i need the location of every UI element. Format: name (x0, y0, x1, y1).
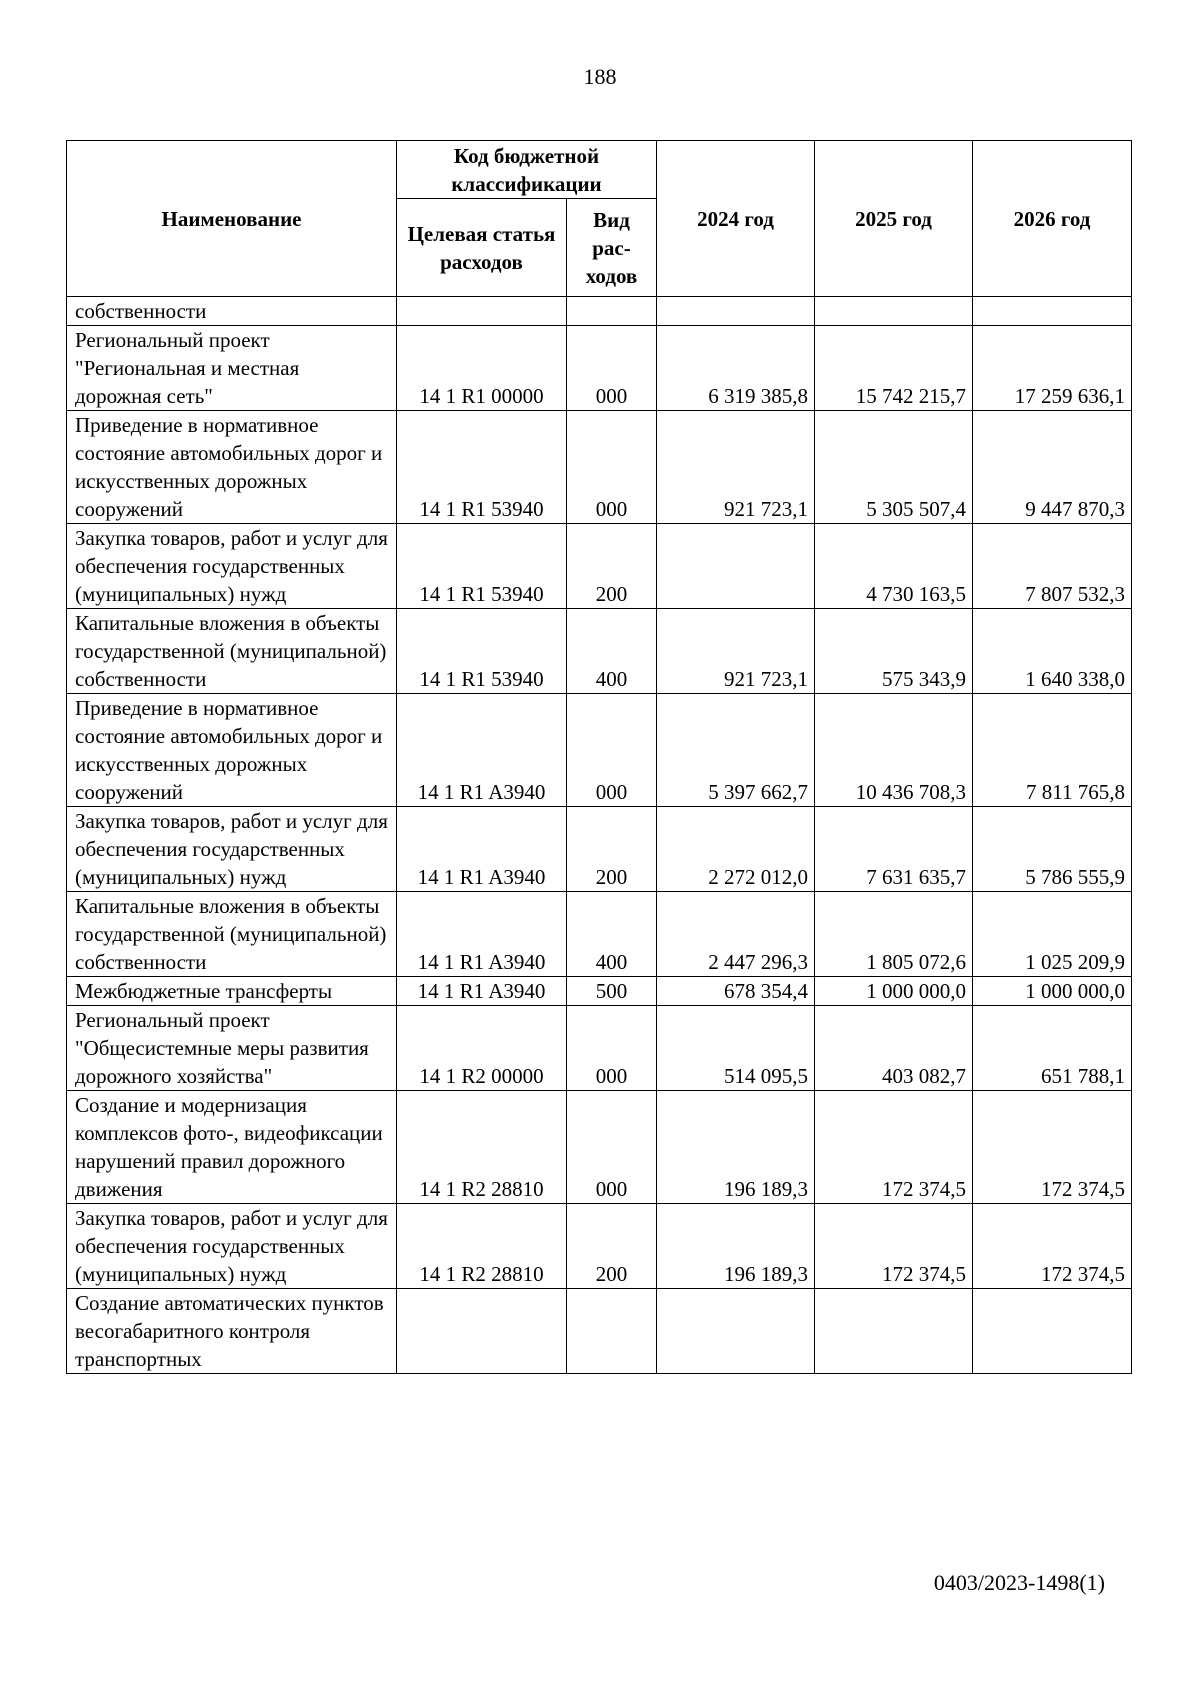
table-row (67, 807, 1132, 892)
row-expense-type: 500 (567, 977, 657, 1006)
row-target-article (397, 297, 567, 326)
table-row (67, 977, 1132, 1006)
row-2024: 2 447 296,3 (657, 892, 815, 977)
row-expense-type: 200 (567, 1204, 657, 1289)
row-expense-type: 000 (567, 326, 657, 411)
row-expense-type: 000 (567, 1091, 657, 1204)
table-row (67, 297, 1132, 326)
row-expense-type: 400 (567, 609, 657, 694)
row-target-article: 14 1 R1 00000 (397, 326, 567, 411)
row-2026: 1 640 338,0 (973, 609, 1132, 694)
header-expense-type: Вид рас-ходов (567, 199, 657, 297)
row-target-article: 14 1 R1 53940 (397, 524, 567, 609)
row-target-article: 14 1 R2 28810 (397, 1204, 567, 1289)
row-2024: 514 095,5 (657, 1006, 815, 1091)
row-expense-type: 000 (567, 411, 657, 524)
row-2026: 172 374,5 (973, 1204, 1132, 1289)
row-2026: 1 000 000,0 (973, 977, 1132, 1006)
table-row (67, 1204, 1132, 1289)
row-target-article: 14 1 R1 A3940 (397, 892, 567, 977)
row-2024: 921 723,1 (657, 411, 815, 524)
row-2025: 5 305 507,4 (815, 411, 973, 524)
row-2025: 4 730 163,5 (815, 524, 973, 609)
row-2026: 7 807 532,3 (973, 524, 1132, 609)
row-2024: 5 397 662,7 (657, 694, 815, 807)
row-expense-type: 200 (567, 524, 657, 609)
row-2025: 172 374,5 (815, 1091, 973, 1204)
table-row (67, 892, 1132, 977)
row-2024: 196 189,3 (657, 1091, 815, 1204)
page-number: 188 (583, 64, 617, 89)
row-2026: 1 025 209,9 (973, 892, 1132, 977)
row-name: Закупка товаров, работ и услуг для обеспечения государственных (муниципальных) нужд (67, 1204, 397, 1289)
row-name: Закупка товаров, работ и услуг для обеспечения государственных (муниципальных) нужд (67, 807, 397, 892)
row-2025: 403 082,7 (815, 1006, 973, 1091)
row-2025: 1 805 072,6 (815, 892, 973, 977)
row-expense-type (567, 297, 657, 326)
table-row (67, 1289, 1132, 1374)
row-name: Создание и модернизация комплексов фото-, видеофиксации нарушений правил дорожного движения (67, 1091, 397, 1204)
row-2024 (657, 524, 815, 609)
row-2025 (815, 1289, 973, 1374)
row-2026: 7 811 765,8 (973, 694, 1132, 807)
row-2024 (657, 1289, 815, 1374)
table-row (67, 1006, 1132, 1091)
row-expense-type: 000 (567, 694, 657, 807)
header-budget-code: Код бюджетной классификации (397, 141, 657, 199)
row-target-article (397, 1289, 567, 1374)
row-2025: 15 742 215,7 (815, 326, 973, 411)
row-2026: 651 788,1 (973, 1006, 1132, 1091)
table-row (67, 1091, 1132, 1204)
row-2026: 5 786 555,9 (973, 807, 1132, 892)
row-2024: 921 723,1 (657, 609, 815, 694)
row-target-article: 14 1 R2 00000 (397, 1006, 567, 1091)
row-name: Закупка товаров, работ и услуг для обеспечения государственных (муниципальных) нужд (67, 524, 397, 609)
row-name: Создание автоматических пунктов весогабаритного контроля транспортных (67, 1289, 397, 1374)
row-name: собственности (67, 297, 397, 326)
row-target-article: 14 1 R2 28810 (397, 1091, 567, 1204)
table-body (67, 297, 1132, 1374)
row-expense-type: 200 (567, 807, 657, 892)
row-name: Капитальные вложения в объекты государственной (муниципальной) собственности (67, 609, 397, 694)
header-name: Наименование (67, 141, 397, 297)
header-2025: 2025 год (815, 141, 973, 297)
row-2025: 575 343,9 (815, 609, 973, 694)
row-name: Приведение в нормативное состояние автомобильных дорог и искусственных дорожных сооружений (67, 694, 397, 807)
table-row (67, 694, 1132, 807)
row-2025: 172 374,5 (815, 1204, 973, 1289)
row-2024 (657, 297, 815, 326)
row-target-article: 14 1 R1 A3940 (397, 807, 567, 892)
row-2026: 17 259 636,1 (973, 326, 1132, 411)
header-target-article: Целевая статья расходов (397, 199, 567, 297)
row-expense-type: 400 (567, 892, 657, 977)
row-target-article: 14 1 R1 A3940 (397, 694, 567, 807)
row-expense-type (567, 1289, 657, 1374)
table-row (67, 411, 1132, 524)
row-name: Региональный проект "Региональная и местная дорожная сеть" (67, 326, 397, 411)
row-target-article: 14 1 R1 A3940 (397, 977, 567, 1006)
row-2024: 2 272 012,0 (657, 807, 815, 892)
row-name: Капитальные вложения в объекты государственной (муниципальной) собственности (67, 892, 397, 977)
budget-table (66, 140, 1132, 1374)
row-2026: 172 374,5 (973, 1091, 1132, 1204)
row-2025: 7 631 635,7 (815, 807, 973, 892)
row-target-article: 14 1 R1 53940 (397, 609, 567, 694)
row-2025 (815, 297, 973, 326)
row-name: Региональный проект "Общесистемные меры развития дорожного хозяйства" (67, 1006, 397, 1091)
row-target-article: 14 1 R1 53940 (397, 411, 567, 524)
row-2025: 1 000 000,0 (815, 977, 973, 1006)
row-2026 (973, 297, 1132, 326)
header-2026: 2026 год (973, 141, 1132, 297)
row-2026 (973, 1289, 1132, 1374)
row-2024: 678 354,4 (657, 977, 815, 1006)
row-name: Межбюджетные трансферты (67, 977, 397, 1006)
row-2026: 9 447 870,3 (973, 411, 1132, 524)
row-name: Приведение в нормативное состояние автомобильных дорог и искусственных дорожных сооружений (67, 411, 397, 524)
header-2024: 2024 год (657, 141, 815, 297)
row-2025: 10 436 708,3 (815, 694, 973, 807)
table-row (67, 609, 1132, 694)
table-row (67, 524, 1132, 609)
table-row (67, 326, 1132, 411)
document-id: 0403/2023-1498(1) (933, 1570, 1105, 1595)
row-2024: 6 319 385,8 (657, 326, 815, 411)
row-2024: 196 189,3 (657, 1204, 815, 1289)
row-expense-type: 000 (567, 1006, 657, 1091)
